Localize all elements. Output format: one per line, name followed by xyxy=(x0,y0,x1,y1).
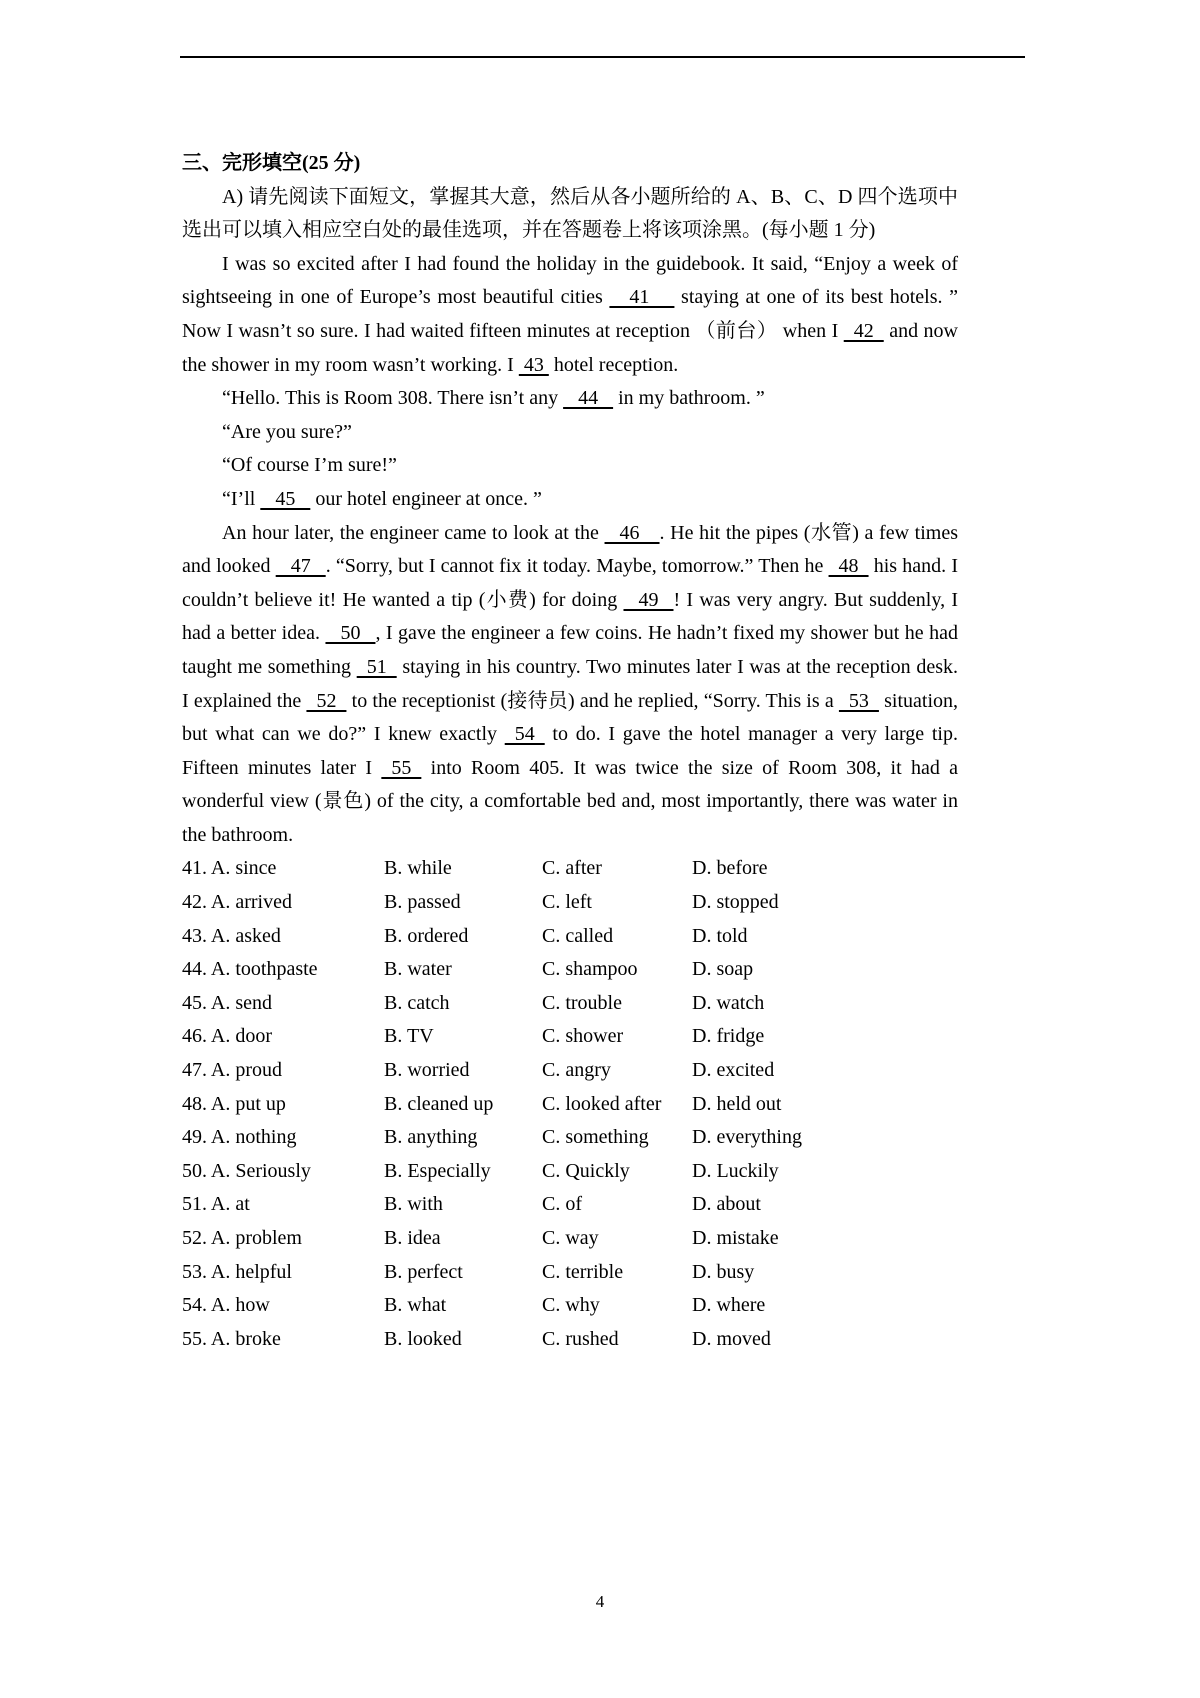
option-d: D. busy xyxy=(692,1260,755,1283)
option-b: B. Especially xyxy=(384,1159,491,1182)
option-row-51 xyxy=(182,1188,958,1222)
option-a: 51. A. at xyxy=(182,1193,250,1216)
option-row-44 xyxy=(182,953,958,987)
option-d: D. excited xyxy=(692,1059,775,1082)
option-a: 46. A. door xyxy=(182,1025,272,1048)
option-row-53 xyxy=(182,1256,958,1290)
passage-paragraph: “Of course I’m sure!” xyxy=(222,454,397,477)
blank-47: 47 xyxy=(275,555,326,578)
option-d: D. moved xyxy=(692,1327,771,1350)
passage-paragraph: I was so excited after I had found the holiday in the guidebook. It said, “Enjoy a week of sightseeing in one of Europe’s most beautiful cities 41 staying at one of its best hotels. ” Now I wasn’t so sure. I had waited fifteen minutes at reception （前台） when I 42 and now the shower in my room wasn’t working. I 43 hotel reception. xyxy=(182,248,958,382)
page-content xyxy=(182,147,958,1356)
option-a: 48. A. put up xyxy=(182,1092,286,1115)
blank-52: 52 xyxy=(306,689,347,712)
option-d: D. where xyxy=(692,1294,766,1317)
option-row-50 xyxy=(182,1155,958,1189)
option-d: D. before xyxy=(692,857,768,880)
option-d: D. watch xyxy=(692,991,765,1014)
header-rule xyxy=(180,56,1025,58)
option-a: 45. A. send xyxy=(182,991,272,1014)
option-c: C. trouble xyxy=(542,991,622,1014)
option-a: 50. A. Seriously xyxy=(182,1159,311,1182)
option-c: C. after xyxy=(542,857,602,880)
option-a: 47. A. proud xyxy=(182,1059,282,1082)
blank-49: 49 xyxy=(623,588,674,611)
option-b: B. catch xyxy=(384,991,450,1014)
option-row-45 xyxy=(182,987,958,1021)
option-a: 43. A. asked xyxy=(182,924,281,947)
option-b: B. with xyxy=(384,1193,443,1216)
option-c: C. angry xyxy=(542,1059,611,1082)
page-number: 4 xyxy=(595,1592,605,1611)
passage-paragraph: “Are you sure?” xyxy=(222,420,352,443)
blank-43: 43 xyxy=(518,353,549,376)
passage-paragraph: “Hello. This is Room 308. There isn’t any 44 in my bathroom. ” xyxy=(182,382,958,416)
option-d: D. about xyxy=(692,1193,761,1216)
option-d: D. soap xyxy=(692,958,754,981)
section-heading: 三、完形填空(25 分) xyxy=(182,152,361,174)
option-c: C. left xyxy=(542,891,592,914)
blank-48: 48 xyxy=(828,555,869,578)
option-b: B. perfect xyxy=(384,1260,463,1283)
option-c: C. called xyxy=(542,924,614,947)
option-row-55 xyxy=(182,1323,958,1357)
option-row-48 xyxy=(182,1088,958,1122)
option-c: C. shampoo xyxy=(542,958,638,981)
option-row-52 xyxy=(182,1222,958,1256)
option-c: C. way xyxy=(542,1227,599,1249)
option-row-47 xyxy=(182,1054,958,1088)
blank-50: 50 xyxy=(325,622,376,645)
options-list xyxy=(182,852,958,1356)
blank-42: 42 xyxy=(843,319,884,342)
option-b: B. anything xyxy=(384,1126,478,1149)
option-a: 42. A. arrived xyxy=(182,891,292,914)
option-a: 54. A. how xyxy=(182,1294,270,1317)
option-c: C. of xyxy=(542,1193,582,1216)
blank-46: 46 xyxy=(604,521,660,544)
option-row-41 xyxy=(182,852,958,886)
option-c: C. why xyxy=(542,1294,600,1317)
option-d: D. told xyxy=(692,924,748,947)
option-a: 53. A. helpful xyxy=(182,1260,292,1283)
option-c: C. Quickly xyxy=(542,1159,630,1182)
blank-45: 45 xyxy=(260,487,311,510)
option-b: B. looked xyxy=(384,1327,462,1350)
option-b: B. what xyxy=(384,1294,447,1317)
option-b: B. while xyxy=(384,857,452,880)
option-b: B. water xyxy=(384,958,452,981)
option-a: 44. A. toothpaste xyxy=(182,958,318,981)
option-c: C. something xyxy=(542,1126,649,1149)
option-c: C. looked after xyxy=(542,1092,662,1115)
option-d: D. Luckily xyxy=(692,1159,779,1182)
option-a: 52. A. problem xyxy=(182,1227,302,1249)
option-b: B. idea xyxy=(384,1227,441,1249)
option-a: 49. A. nothing xyxy=(182,1126,297,1149)
option-row-49 xyxy=(182,1121,958,1155)
option-a: 41. A. since xyxy=(182,857,277,880)
option-c: C. terrible xyxy=(542,1260,624,1283)
option-row-54 xyxy=(182,1289,958,1323)
instructions: A) 请先阅读下面短文，掌握其大意，然后从各小题所给的 A、B、C、D 四个选项中选出可以填入相应空白处的最佳选项，并在答题卷上将该项涂黑。(每小题 1 分) xyxy=(182,185,958,242)
option-b: B. TV xyxy=(384,1025,434,1048)
option-d: D. stopped xyxy=(692,891,779,914)
blank-41: 41 xyxy=(609,286,675,309)
option-b: B. worried xyxy=(384,1059,470,1082)
option-b: B. cleaned up xyxy=(384,1092,494,1115)
option-row-46 xyxy=(182,1020,958,1054)
option-d: D. mistake xyxy=(692,1227,779,1249)
passage-paragraph: An hour later, the engineer came to look at the 46 . He hit the pipes (水管) a few times and looked 47 . “Sorry, but I cannot fix it today. Maybe, tomorrow.” Then he 48 his hand. I couldn’t believe it! He wanted a tip (小费) for doing 49 ! I was very angry. But suddenly, I had a better idea. 50 , I gave the engineer a few coins. He hadn’t fixed my shower but he had taught me something 51 staying in his country. Two minutes later I was at the reception desk. I explained the 52 to the receptionist (接待员) and he replied, “Sorry. This is a 53 situation, but what can we do?” I knew exactly 54 to do. I gave the hotel manager a very large tip. Fifteen minutes later I 55 into Room 405. It was twice the size of Room 308, it had a wonderful view (景色) of the city, a comfortable bed and, most importantly, there was water in the bathroom. xyxy=(182,517,958,853)
passage-paragraph: “I’ll 45 our hotel engineer at once. ” xyxy=(182,483,958,517)
option-a: 55. A. broke xyxy=(182,1327,281,1350)
option-d: D. everything xyxy=(692,1126,802,1149)
blank-54: 54 xyxy=(504,723,545,746)
option-b: B. passed xyxy=(384,891,461,914)
blank-53: 53 xyxy=(838,689,879,712)
option-b: B. ordered xyxy=(384,924,469,947)
option-d: D. held out xyxy=(692,1092,782,1115)
option-c: C. rushed xyxy=(542,1327,619,1350)
option-c: C. shower xyxy=(542,1025,624,1048)
option-row-42 xyxy=(182,886,958,920)
option-d: D. fridge xyxy=(692,1025,765,1048)
blank-55: 55 xyxy=(381,756,422,779)
blank-51: 51 xyxy=(356,655,397,678)
blank-44: 44 xyxy=(563,387,614,410)
option-row-43 xyxy=(182,920,958,954)
